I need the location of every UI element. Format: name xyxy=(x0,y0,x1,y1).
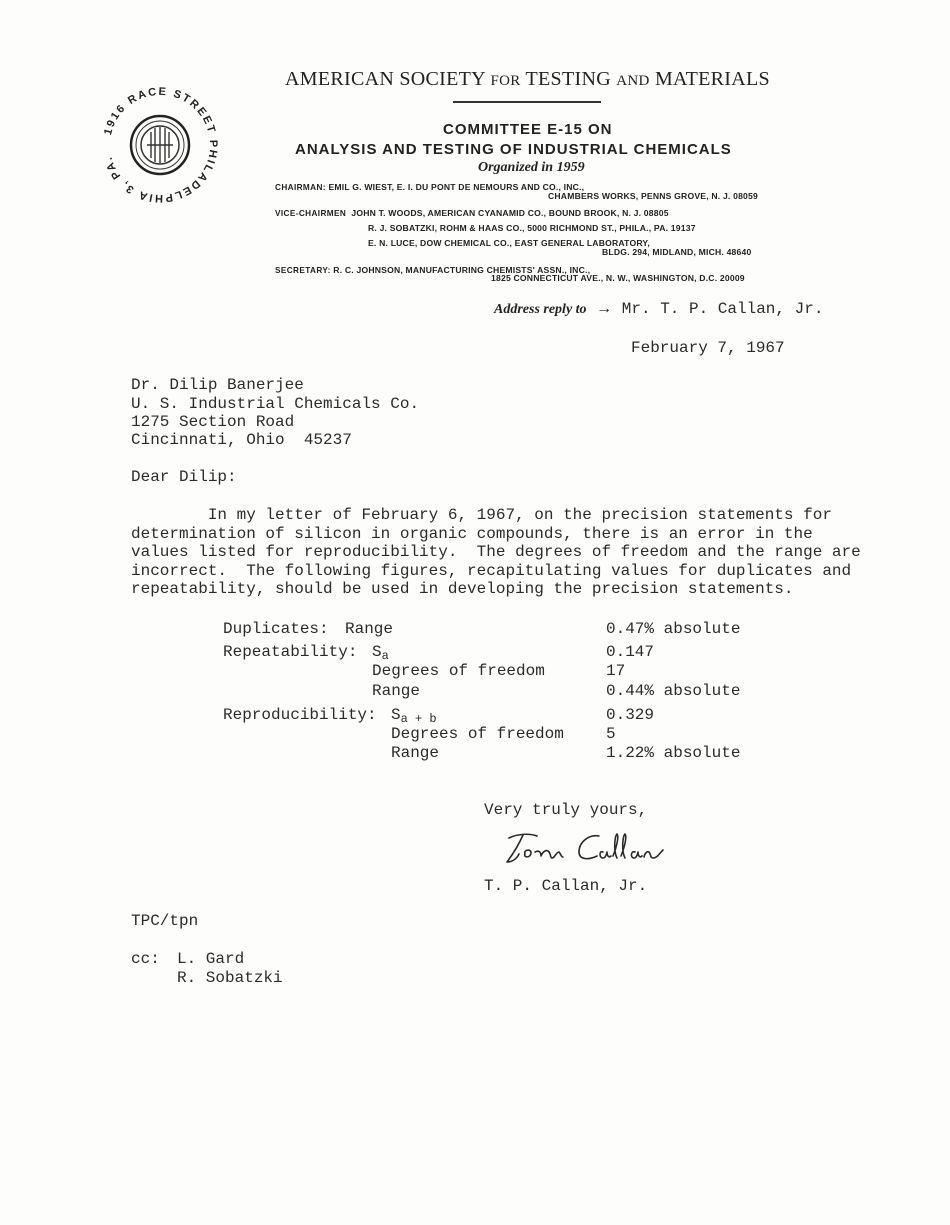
body-line: repeatability, should be used in developing the precision statements. xyxy=(131,580,794,599)
cc-label: cc: xyxy=(131,950,160,968)
body-line: incorrect. The following figures, recapitulating values for duplicates and xyxy=(131,561,852,580)
letter-body xyxy=(131,506,861,599)
reproducibility-dof-value: 5 xyxy=(606,725,616,743)
repeatability-range-label: Range xyxy=(372,682,421,700)
address-reply-line xyxy=(494,300,823,318)
salutation: Dear Dilip: xyxy=(131,468,237,486)
body-line: determination of silicon in organic compounds, there is an error in the xyxy=(131,524,813,543)
org-name xyxy=(285,68,770,91)
repeatability-s-main: S xyxy=(372,643,382,661)
typist-initials: TPC/tpn xyxy=(131,912,199,930)
vice-chairman-3-address: BLDG. 294, MIDLAND, MICH. 48640 xyxy=(602,247,752,257)
committee-title: COMMITTEE E-15 ON xyxy=(443,121,613,138)
vice-chairman-2: R. J. SOBATZKI, ROHM & HAAS CO., 5000 RICHMOND ST., PHILA., PA. 19137 xyxy=(368,223,696,233)
recipient-street: 1275 Section Road xyxy=(131,413,295,431)
reproducibility-s-subscript: a + b xyxy=(400,712,437,726)
repeatability-label: Repeatability: xyxy=(223,643,358,661)
org-name-part: FOR xyxy=(490,73,521,89)
secretary-name: R. C. JOHNSON, MANUFACTURING CHEMISTS' ASSN., INC., xyxy=(333,265,591,275)
org-name-part: AND xyxy=(616,73,650,89)
reproducibility-dof-label: Degrees of freedom xyxy=(391,725,564,743)
reproducibility-s-label xyxy=(391,706,437,726)
closing: Very truly yours, xyxy=(484,801,648,819)
reproducibility-range-label: Range xyxy=(391,744,440,762)
committee-subject: ANALYSIS AND TESTING OF INDUSTRIAL CHEMICALS xyxy=(295,141,732,158)
chairman-name: EMIL G. WIEST, E. I. DU PONT DE NEMOURS AND CO., INC., xyxy=(328,182,585,192)
recipient-city: Cincinnati, Ohio 45237 xyxy=(131,431,352,449)
reproducibility-s-main: S xyxy=(391,706,401,724)
repeatability-s-label xyxy=(372,643,389,663)
organized-year: Organized in 1959 xyxy=(478,160,585,175)
org-name-part: MATERIALS xyxy=(649,68,770,90)
address-reply-name: Mr. T. P. Callan, Jr. xyxy=(621,300,824,318)
vice-chairman-3: E. N. LUCE, DOW CHEMICAL CO., EAST GENERAL LABORATORY, xyxy=(368,238,650,248)
reproducibility-range-value: 1.22% absolute xyxy=(606,744,741,762)
repeatability-s-subscript: a xyxy=(381,649,389,663)
reproducibility-s-value: 0.329 xyxy=(606,706,655,724)
arrow-right-icon: → xyxy=(596,300,613,317)
recipient-name: Dr. Dilip Banerjee xyxy=(131,376,304,394)
repeatability-dof-value: 17 xyxy=(606,662,626,680)
cc-recipient: R. Sobatzki xyxy=(177,969,283,987)
address-reply-label: Address reply to xyxy=(494,302,587,317)
duplicates-range-label: Range xyxy=(345,620,394,638)
recipient-company: U. S. Industrial Chemicals Co. xyxy=(131,395,420,413)
body-line: In my letter of February 6, 1967, on the precision statements for xyxy=(131,506,832,524)
secretary-label: SECRETARY: xyxy=(275,266,331,275)
chairman-line xyxy=(275,182,584,192)
reproducibility-label: Reproducibility: xyxy=(223,706,377,724)
vice-chairman-1-line xyxy=(275,208,669,218)
vice-chairmen-label: VICE-CHAIRMEN xyxy=(275,209,347,218)
duplicates-range-value: 0.47% absolute xyxy=(606,620,741,638)
duplicates-label: Duplicates: xyxy=(223,620,329,638)
repeatability-range-value: 0.44% absolute xyxy=(606,682,741,700)
repeatability-s-value: 0.147 xyxy=(606,643,655,661)
chairman-label: CHAIRMAN: xyxy=(275,183,326,192)
repeatability-dof-label: Degrees of freedom xyxy=(372,662,545,680)
vice-chairman-1: JOHN T. WOODS, AMERICAN CYANAMID CO., BOUND BROOK, N. J. 08805 xyxy=(351,208,669,218)
letter-date: February 7, 1967 xyxy=(631,339,785,357)
body-line: values listed for reproducibility. The degrees of freedom and the range are xyxy=(131,543,861,562)
header-divider xyxy=(453,101,601,103)
cc-recipient: L. Gard xyxy=(177,950,245,968)
org-name-part: AMERICAN SOCIETY xyxy=(285,68,491,90)
astm-seal xyxy=(95,80,225,210)
secretary-address: 1825 CONNECTICUT AVE., N. W., WASHINGTON, D.C. 20009 xyxy=(491,273,745,283)
chairman-address: CHAMBERS WORKS, PENNS GROVE, N. J. 08059 xyxy=(548,191,758,201)
signer-name: T. P. Callan, Jr. xyxy=(484,877,648,895)
handwritten-signature xyxy=(503,828,668,870)
org-name-part: TESTING xyxy=(520,68,617,90)
seal-ring-text: 1916 RACE STREET PHILADELPHIA 3, PA. xyxy=(102,85,220,205)
